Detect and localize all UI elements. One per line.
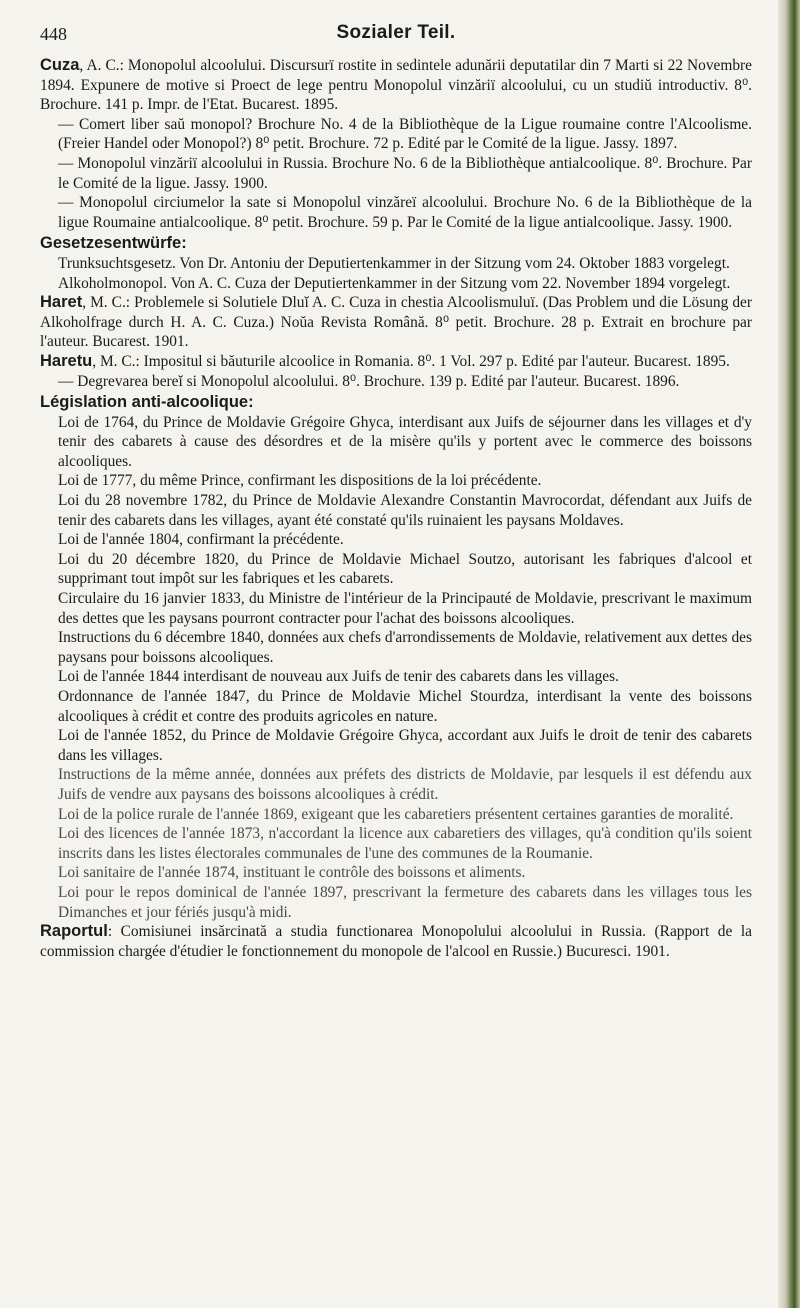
list-item: Loi de la police rurale de l'année 1869, exigeant que les cabaretiers présentent certaines garanties de moralité.: [58, 805, 734, 823]
bibliography-body: [40, 56, 752, 961]
list-item: Loi de l'année 1804, confirmant la précédente.: [58, 531, 344, 549]
section-heading: Législation anti-alcoolique:: [40, 393, 254, 412]
list-item: Circulaire du 16 janvier 1833, du Ministre de l'intérieur de la Principauté de Moldavie, prescrivant le maximum des dettes que les paysans pourront contracter pour l'achat des boissons alcooliques.: [58, 590, 752, 627]
continuation-entry: — Monopolul vinzăriï alcoolului in Russia. Brochure No. 6 de la Bibliothèque antialcoolique. 8⁰. Brochure. Par le Comité de la ligue. Jassy. 1900.: [58, 154, 752, 192]
list-item: Loi pour le repos dominical de l'année 1897, prescrivant la fermeture des cabarets dans les villages tous les Dimanches et jour fériés jusqu'à midi.: [58, 883, 752, 921]
list-item: Trunksuchtsgesetz. Von Dr. Antoniu der Deputiertenkammer in der Sitzung vom 24. Oktober 1883 vorgelegt.: [58, 254, 730, 272]
page-header: [40, 22, 752, 46]
page-edge-shading: [778, 0, 800, 1308]
author-name: Haret: [40, 293, 83, 312]
list-item: Loi des licences de l'année 1873, n'accordant la licence aux cabaretiers des villages, qu'à condition qu'ils soient inscrits dans les listes électorales communales de l'une des communes de la Roumanie.: [58, 825, 752, 862]
list-item: Loi de 1777, du même Prince, confirmant les dispositions de la loi précédente.: [58, 472, 542, 490]
list-item: Ordonnance de l'année 1847, du Prince de Moldavie Michel Stourdza, interdisant la vente des boissons alcooliques à crédit et contre des produits agricoles en nature.: [58, 688, 752, 725]
author-name: Cuza: [40, 56, 80, 74]
continuation-entry: — Comert liber saŭ monopol? Brochure No. 4 de la Bibliothèque de la Ligue roumaine contre l'Alcoolisme. (Freier Handel oder Monopol?) 8⁰ petit. Brochure. 72 p. Edité par le Comité de la ligue. Jassy. 1897.: [58, 115, 752, 153]
list-item: Instructions de la même année, données aux préfets des districts de Moldavie, par lesquels il est défendu aux Juifs de vendre aux paysans des boissons alcooliques à crédit.: [58, 766, 752, 803]
list-item: Loi du 20 décembre 1820, du Prince de Moldavie Michael Soutzo, autorisant les fabriques d'alcool et supprimant tout impôt sur les fabriques et les cabarets.: [58, 550, 752, 588]
list-item: Instructions du 6 décembre 1840, données aux chefs d'arrondissements de Moldavie, relativement aux dettes des paysans pour boissons alcooliques.: [58, 629, 752, 666]
entry-text: , M. C.: Impositul si băuturile alcoolice in Romania. 8⁰. 1 Vol. 297 p. Edité par l'auteur. Bucarest. 1895.: [92, 352, 730, 370]
list-item: Loi sanitaire de l'année 1874, instituant le contrôle des boissons et aliments.: [58, 864, 526, 882]
list-item: Alkoholmonopol. Von A. C. Cuza der Deputiertenkammer in der Sitzung vom 22. November 1894 vorgelegt.: [58, 274, 731, 292]
continuation-entry: — Degrevarea bereĭ si Monopolul alcoolului. 8⁰. Brochure. 139 p. Edité par l'auteur. Bucarest. 1896.: [58, 372, 680, 390]
entry-text: , M. C.: Problemele si Solutiele Dluĭ A. C. Cuza in chestia Alcoolismuluï. (Das Problem und die Lösung der Alkoholfrage durch H. A. C. Cuza.) Noŭa Revista Română. 8⁰ petit. Brochure. 28 p. Extrait en brochure par l'auteur. Bucarest. 1901.: [40, 294, 752, 351]
author-name: Raportul: [40, 922, 108, 941]
bibliography-entry: [40, 56, 752, 115]
section-heading: Gesetzesentwürfe:: [40, 234, 187, 253]
entry-text: : Comisiunei insărcinată a studia functionarea Monopolului alcoolului in Russia. (Rapport de la commission chargée d'étudier le fonctionnement du monopole de l'alcool en Russie.) Bucuresci. 1901.: [40, 923, 752, 960]
list-item: Loi de 1764, du Prince de Moldavie Grégoire Ghyca, interdisant aux Juifs de séjourner dans les villages et d'y tenir des cabarets à cause des désordres et de la misère qu'ils y portent avec le commerce des boissons alcooliques.: [58, 413, 752, 470]
bibliography-entry: [40, 352, 752, 372]
running-title: Sozialer Teil.: [336, 22, 456, 43]
bibliography-entry: [40, 922, 752, 961]
list-item: Loi de l'année 1852, du Prince de Moldavie Grégoire Ghyca, accordant aux Juifs le droit de tenir des cabarets dans les villages.: [58, 727, 752, 764]
author-name: Haretu: [40, 351, 93, 370]
page-number: 448: [40, 24, 67, 44]
bibliography-entry: [40, 293, 752, 352]
list-item: Loi de l'année 1844 interdisant de nouveau aux Juifs de tenir des cabarets dans les villages.: [58, 668, 619, 686]
list-item: Loi du 28 novembre 1782, du Prince de Moldavie Alexandre Constantin Mavrocordat, défendant aux Juifs de tenir des cabarets dans les villages, ayant été constaté qu'ils ruinaient les paysans Moldaves.: [58, 492, 752, 529]
entry-text: , A. C.: Monopolul alcoolului. Discursurï rostite in sedintele adunării deputatilar din 7 Marti si 22 Novembre 1894. Expunere de motive si Proect de lege pentru Monopolul vinzăriï alcoolului, cu un studiŭ introductiv. 8⁰. Brochure. 141 p. Impr. de l'Etat. Bucarest. 1895.: [40, 57, 752, 114]
continuation-entry: — Monopolul circiumelor la sate si Monopolul vinzăreï alcoolului. Brochure No. 6 de la Bibliothèque de la ligue Roumaine antialcoolique. 8⁰ petit. Brochure. 59 p. Par le Comité de la ligue antialcoolique. Jassy. 1900.: [58, 194, 752, 231]
